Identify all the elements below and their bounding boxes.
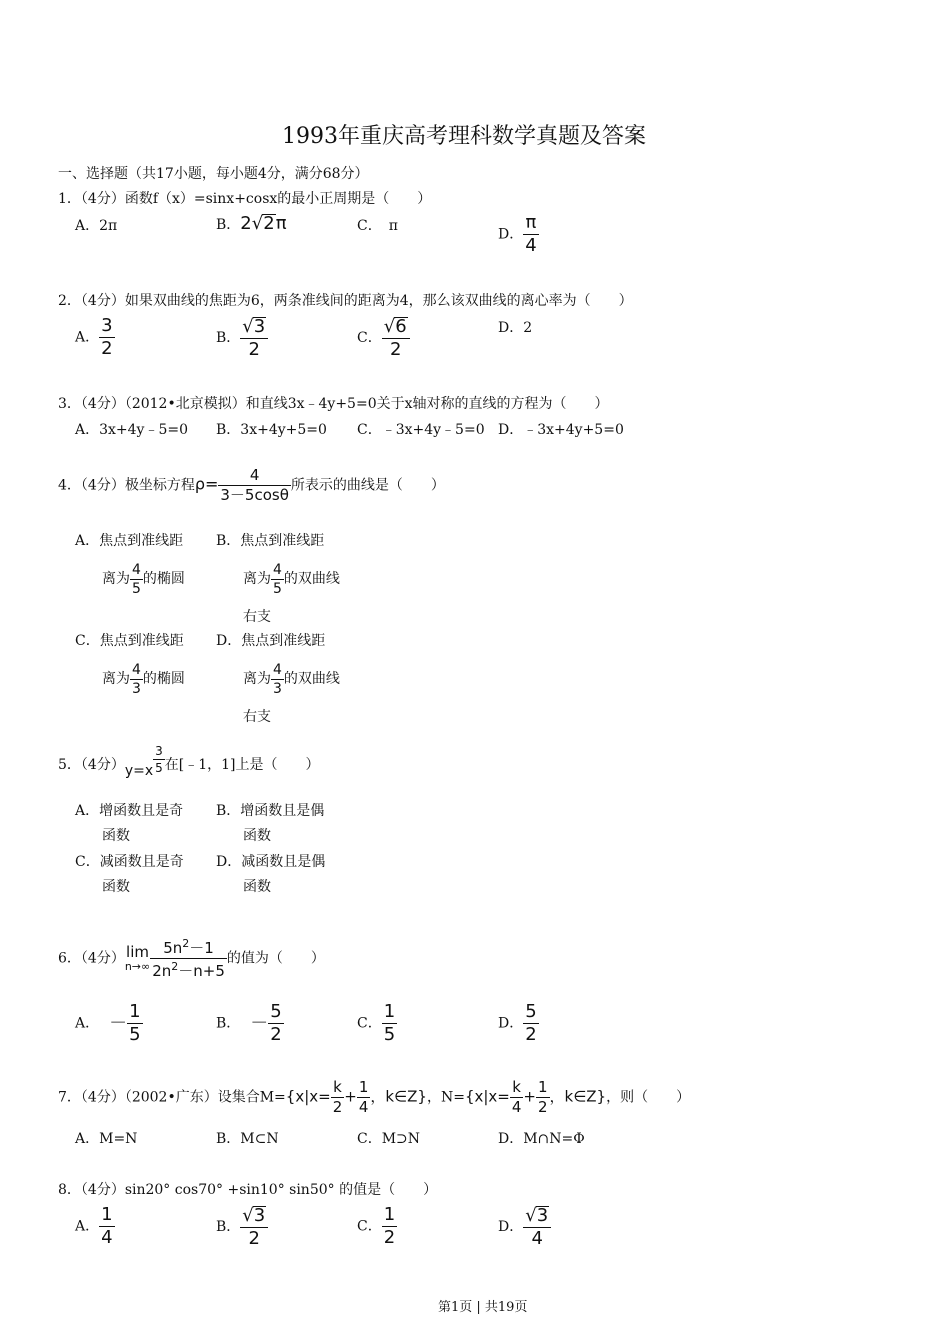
fraction: $\frac{5}{2}$ bbox=[270, 1001, 282, 1045]
option-d: D．减函数且是偶 函数 bbox=[216, 854, 326, 895]
option-label: B． bbox=[216, 217, 241, 233]
denominator: 5 bbox=[155, 761, 163, 775]
question-stem bbox=[58, 468, 445, 503]
fraction bbox=[99, 317, 114, 358]
option-line: 离为 $\frac{4}{3}$ 的双曲线 bbox=[243, 661, 340, 697]
option-a: A．M=N bbox=[75, 1131, 138, 1147]
option-label: D． bbox=[498, 226, 524, 243]
option-a bbox=[75, 317, 115, 358]
option-a: A．增函数且是奇 函数 bbox=[75, 803, 184, 844]
option-line: A．焦点到准线距 bbox=[75, 533, 184, 549]
option-a: A．3x+4y﹣5=0 bbox=[75, 422, 189, 438]
denominator: 4 bbox=[525, 235, 537, 256]
option-d bbox=[498, 214, 539, 255]
fraction bbox=[218, 468, 291, 503]
option-line: 离为 $\frac{4}{3}$ 的椭圆 bbox=[102, 661, 185, 697]
fraction bbox=[150, 938, 227, 979]
fraction bbox=[523, 214, 538, 255]
numerator: √6 bbox=[382, 317, 410, 339]
denominator: 3 bbox=[132, 680, 141, 697]
radicand: 2 bbox=[263, 213, 275, 234]
question-stem: 2．（4分）如果双曲线的焦距为6，两条准线间的距离为4，那么该双曲线的离心率为（ ） bbox=[58, 293, 633, 309]
question-stem: 3．（4分）（2012•北京模拟）和直线3x﹣4y+5=0关于x轴对称的直线的方程为（ ） bbox=[58, 396, 609, 412]
fraction bbox=[382, 317, 410, 359]
question-stem bbox=[58, 744, 320, 779]
option-a: A． － $\frac{1}{5}$ bbox=[75, 1001, 141, 1045]
option-b: B．M⊂N bbox=[216, 1131, 279, 1147]
question-stem bbox=[58, 938, 325, 979]
section-heading: 一、选择题（共17小题，每小题4分，满分68分） bbox=[58, 166, 369, 182]
option-d: D．2 bbox=[498, 320, 533, 336]
fraction: $\frac{1}{5}$ bbox=[383, 1001, 396, 1045]
option-a: A． $\frac{1}{4}$ bbox=[75, 1204, 113, 1248]
question-stem: 8．（4分）sin20° cos70° +sin10° sin50° 的值是（ ） bbox=[58, 1182, 438, 1198]
option-line: C．焦点到准线距 bbox=[75, 633, 184, 649]
stem-text: 4．（4分）极坐标方程 bbox=[58, 477, 195, 494]
option-d bbox=[216, 622, 340, 736]
option-c: C．M⊃N bbox=[357, 1131, 421, 1147]
fraction bbox=[271, 563, 284, 596]
denominator: 3 bbox=[273, 680, 282, 697]
numerator: √3 bbox=[240, 317, 268, 339]
stem-text: 在[﹣1，1]上是（ ） bbox=[164, 757, 320, 773]
option-b: B． － $\frac{5}{2}$ bbox=[216, 1001, 282, 1045]
page-title: 1993年重庆高考理科数学真题及答案 bbox=[282, 124, 646, 149]
fraction: $\frac{1}{5}$ bbox=[129, 1001, 141, 1045]
option-line: 右支 bbox=[243, 709, 271, 725]
power-base: y=x bbox=[124, 763, 154, 779]
option-line: D．焦点到准线距 bbox=[216, 633, 326, 649]
numerator: $5n^2-1$ bbox=[150, 938, 227, 959]
rho-symbol: ρ= bbox=[194, 474, 219, 494]
option-d: D．﹣3x+4y+5=0 bbox=[498, 422, 624, 438]
denominator: 3－5cosθ bbox=[220, 486, 289, 504]
option-c: C． $\frac{1}{2}$ bbox=[357, 1204, 396, 1248]
option-c: C． $\frac{1}{5}$ bbox=[357, 1001, 396, 1045]
numerator: 3 bbox=[155, 744, 163, 758]
numerator: 4 bbox=[218, 468, 291, 486]
option-c: C．减函数且是奇 函数 bbox=[75, 854, 184, 895]
question-stem: 1．（4分）函数f（x）=sinx+cosx的最小正周期是（ ） bbox=[58, 191, 432, 207]
fraction bbox=[271, 663, 284, 696]
radicand: 6 bbox=[395, 316, 407, 337]
pi-symbol: π bbox=[275, 213, 287, 234]
option-c bbox=[75, 622, 185, 698]
option-c: C．﹣3x+4y﹣5=0 bbox=[357, 422, 485, 438]
option-a bbox=[75, 522, 185, 598]
fraction bbox=[240, 317, 268, 359]
option-b: B．3x+4y+5=0 bbox=[216, 422, 327, 438]
stem-text: 所表示的曲线是（ ） bbox=[290, 477, 445, 494]
option-d: D．M∩N=Φ bbox=[498, 1131, 585, 1147]
denominator: $2n^2-n+5$ bbox=[152, 960, 225, 980]
numerator: 4 bbox=[273, 661, 282, 678]
exponent-fraction bbox=[153, 745, 165, 774]
numerator: 4 bbox=[132, 561, 141, 578]
option-b bbox=[216, 214, 287, 234]
option-line: 右支 bbox=[243, 609, 271, 625]
option-d: D． $\frac{√3}{4}$ bbox=[498, 1206, 551, 1248]
option-label: B． bbox=[216, 330, 241, 346]
limit: lim n→∞ bbox=[124, 943, 151, 973]
option-a: A．2π bbox=[75, 218, 118, 234]
denominator: 5 bbox=[132, 580, 141, 597]
option-c bbox=[357, 317, 410, 359]
page-footer: 第1页 | 共19页 bbox=[438, 1300, 528, 1315]
option-b bbox=[216, 522, 340, 636]
option-b bbox=[216, 317, 268, 359]
option-line: 离为 $\frac{4}{5}$ 的双曲线 bbox=[243, 561, 340, 597]
option-b: B． $\frac{√3}{2}$ bbox=[216, 1206, 268, 1248]
fraction: $\frac{5}{2}$ bbox=[525, 1001, 537, 1045]
option-label: C． bbox=[357, 330, 382, 346]
stem-text: 的值为（ ） bbox=[226, 950, 325, 967]
stem-text: 6．（4分） bbox=[58, 950, 125, 967]
fraction bbox=[130, 563, 143, 596]
question-stem: 7．（4分）（2002•广东）设集合M={x|x= $\frac{k}{2}$ + $\frac{1}{4}$ ，k∈Z}，N={x|x= $\frac{k}{4}$ + $\frac{1}{2}$ ，k∈Z}，则（ ） bbox=[58, 1078, 691, 1116]
option-label: A． bbox=[75, 329, 100, 346]
option-line: B．焦点到准线距 bbox=[216, 533, 325, 549]
numerator: 4 bbox=[132, 661, 141, 678]
denominator: 2 bbox=[101, 338, 113, 359]
denominator: 5 bbox=[273, 580, 282, 597]
fraction bbox=[130, 663, 143, 696]
numerator: π bbox=[523, 214, 538, 235]
denominator: 2 bbox=[389, 339, 402, 360]
option-c: C． π bbox=[357, 218, 398, 234]
coefficient: 2 bbox=[240, 213, 252, 234]
stem-text: 5．（4分） bbox=[58, 757, 125, 773]
radical-sign: √ bbox=[251, 213, 264, 234]
radicand: 3 bbox=[253, 316, 266, 337]
option-d: D． $\frac{5}{2}$ bbox=[498, 1001, 537, 1045]
numerator: 4 bbox=[273, 561, 282, 578]
option-line: 离为 $\frac{4}{5}$ 的椭圆 bbox=[102, 561, 185, 597]
numerator: 3 bbox=[101, 315, 113, 336]
denominator: 2 bbox=[248, 339, 260, 360]
option-b: B．增函数且是偶 函数 bbox=[216, 803, 325, 844]
